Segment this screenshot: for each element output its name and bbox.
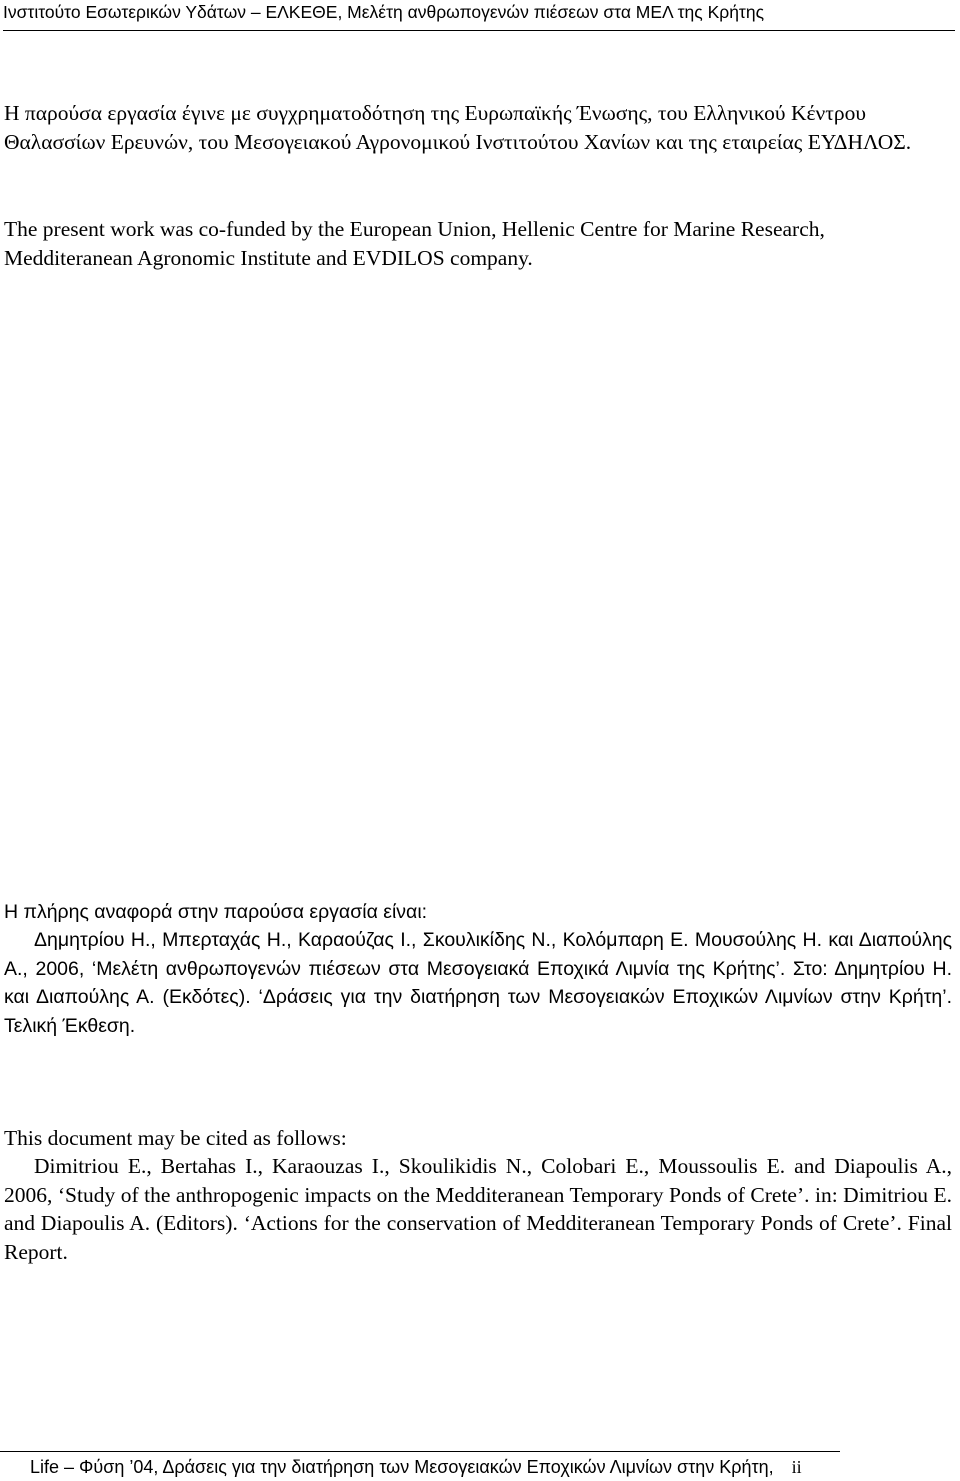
running-header xyxy=(3,0,955,31)
citation-heading-english: This document may be cited as follows: xyxy=(4,1126,347,1150)
funding-statement-greek: Η παρούσα εργασία έγινε με συγχρηματοδότηση της Ευρωπαϊκής Ένωσης, του Ελληνικού Κέντρου Θαλασσίων Ερευνών, του Μεσογειακού Αγρονομικού Ινστιτούτου Χανίων και της εταιρείας ΕΥΔΗΛΟΣ. xyxy=(4,101,912,154)
footer-divider xyxy=(0,1451,840,1452)
page-number: ii xyxy=(791,1457,802,1477)
citation-text-greek: Δημητρίου Η., Μπερταχάς Η., Καραούζας Ι., Σκουλικίδης Ν., Κολόμπαρη Ε. Μουσούλης Η. και Διαπούλης Α., 2006, ‘Μελέτη ανθρωπογενών πιέσεων στα Μεσογειακά Εποχικά Λιμνία της Κρήτης’. Στο: Δημητρίου Η. και Διαπούλης Α. (Εκδότες). ‘Δράσεις για την διατήρηση των Μεσογειακών Εποχικών Λιμνίων στην Κρήτη’. Τελική Έκθεση. xyxy=(4,929,952,1037)
citation-text-english: Dimitriou E., Bertahas I., Karaouzas I., Skoulikidis N., Colobari E., Moussoulis E. and Diapoulis A., 2006, ‘Study of the anthropogenic impacts on the Medditeranean Temporary Ponds of Crete’. in: Dimitriou E. and Diapoulis A. (Editors). ‘Actions for the conservation of Medditeranean Temporary Ponds of Crete’. Final Report. xyxy=(4,1154,952,1264)
citation-heading-greek: Η πλήρης αναφορά στην παρούσα εργασία είναι: xyxy=(4,901,428,923)
running-header-title: Ινστιτούτο Εσωτερικών Υδάτων – ΕΛΚΕΘΕ, Μελέτη ανθρωπογενών πιέσεων στα ΜΕΛ της Κρήτης xyxy=(3,2,765,22)
footer-title: Life – Φύση ’04, Δράσεις για την διατήρηση των Μεσογειακών Εποχικών Λιμνίων στην Κρήτη, xyxy=(30,1457,774,1477)
page-footer xyxy=(30,1455,802,1479)
funding-statement-english: The present work was co-funded by the European Union, Hellenic Centre for Marine Research, Medditeranean Agronomic Institute and EVDILOS company. xyxy=(4,217,825,270)
